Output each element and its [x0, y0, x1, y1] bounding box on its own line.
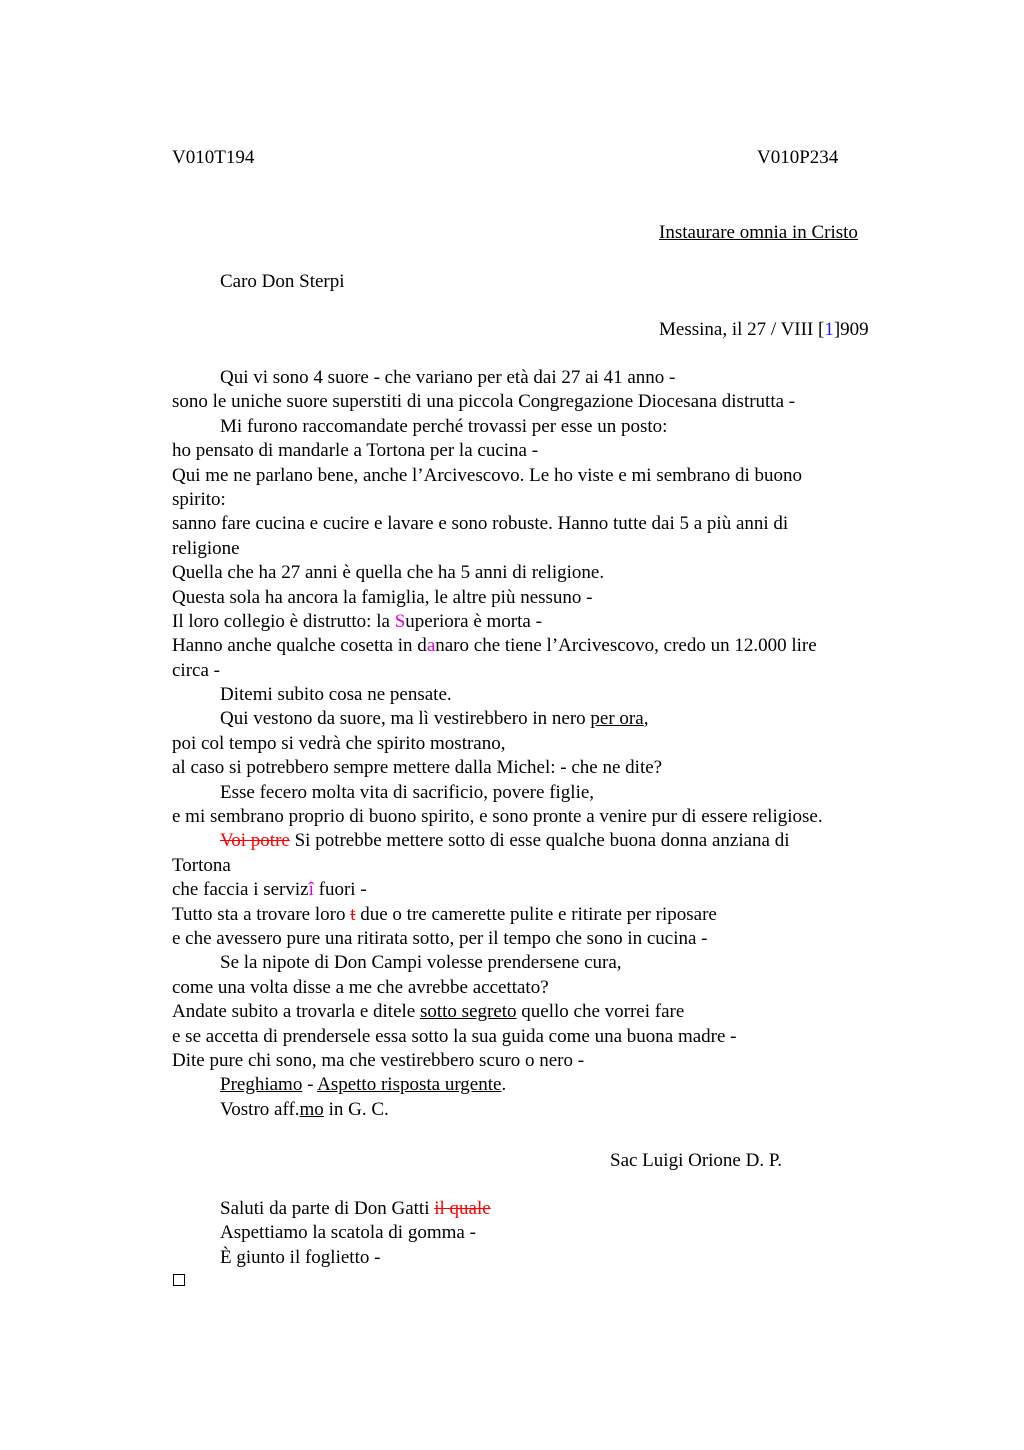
text-segment: in G. C.	[323, 1098, 389, 1120]
underlined-text: Aspetto risposta urgente	[317, 1074, 502, 1096]
body-line: circa -	[172, 659, 220, 681]
body-line: come una volta disse a me che avrebbe accettato?	[172, 976, 549, 998]
body-line	[172, 1098, 892, 1122]
text-segment: naro che tiene l’Arcivescovo, credo un 12.000 lire	[435, 635, 817, 657]
date-suffix: ]909	[833, 319, 869, 340]
body-line	[172, 1073, 892, 1097]
text-segment: -	[302, 1074, 318, 1096]
body-line: Esse fecero molta vita di sacrificio, povere figlie,	[220, 781, 595, 803]
text-segment: che faccia i serviz	[172, 879, 309, 901]
text-segment: .	[501, 1074, 507, 1096]
date-line	[659, 318, 869, 342]
deleted-text: il quale	[434, 1198, 491, 1219]
body-line: Mi furono raccomandate perché trovassi per esse un posto:	[220, 415, 668, 437]
body-line	[172, 903, 892, 927]
deleted-text: t	[350, 903, 356, 925]
text-segment: fuori -	[313, 879, 367, 901]
text-segment: Saluti da parte di Don Gatti	[220, 1198, 435, 1219]
document-code-left: V010T194	[172, 147, 255, 168]
editorial-correction: S	[394, 610, 406, 632]
text-segment: Andate subito a trovarla e ditele	[172, 1001, 420, 1023]
body-line: Dite pure chi sono, ma che vestirebbero scuro o nero -	[172, 1049, 585, 1071]
body-line	[172, 610, 892, 634]
postscript-line	[220, 1197, 491, 1221]
postscript	[220, 1197, 491, 1270]
body-line: sanno fare cucina e cucire e lavare e sono robuste. Hanno tutte dai 5 a più anni di	[172, 513, 789, 535]
body-line	[172, 707, 892, 731]
body-line: e che avessero pure una ritirata sotto, per il tempo che sono in cucina -	[172, 927, 708, 949]
letter-body	[172, 366, 892, 1122]
postscript-line: Aspettiamo la scatola di gomma -	[220, 1222, 476, 1244]
body-line: Questa sola ha ancora la famiglia, le altre più nessuno -	[172, 586, 593, 608]
text-segment: Qui vestono da suore, ma lì vestirebbero in nero	[220, 708, 591, 730]
body-line: e se accetta di prendersele essa sotto la sua guida come una buona madre -	[172, 1025, 737, 1047]
body-line	[172, 1000, 892, 1024]
signature: Sac Luigi Orione D. P.	[610, 1150, 783, 1171]
text-segment: Hanno anche qualche cosetta in d	[172, 635, 427, 657]
motto: Instaurare omnia in Cristo	[659, 222, 858, 243]
body-line: Se la nipote di Don Campi volesse prendersene cura,	[220, 952, 622, 974]
underlined-text: Preghiamo	[220, 1074, 303, 1096]
body-line	[172, 878, 892, 902]
date-prefix: Messina, il 27 / VIII [	[659, 319, 825, 340]
body-line: Tortona	[172, 854, 231, 876]
text-segment: Si potrebbe mettere sotto di esse qualche buona donna anziana di	[289, 830, 790, 852]
body-line: ho pensato di mandarle a Tortona per la cucina -	[172, 440, 539, 462]
body-line: Qui me ne parlano bene, anche l’Arcivescovo. Le ho viste e mi sembrano di buono	[172, 464, 802, 486]
text-segment: Il loro collegio è distrutto: la	[172, 610, 395, 632]
body-line: Ditemi subito cosa ne pensate.	[220, 684, 452, 706]
text-segment: ,	[643, 708, 649, 730]
salutation: Caro Don Sterpi	[220, 271, 345, 292]
underlined-text: sotto segreto	[419, 1001, 517, 1023]
body-line: spirito:	[172, 488, 226, 510]
body-line: Qui vi sono 4 suore - che variano per età dai 27 ai 41 anno -	[220, 367, 676, 388]
body-line: sono le uniche suore superstiti di una piccola Congregazione Diocesana distrutta -	[172, 391, 796, 413]
body-line	[172, 829, 892, 853]
editorial-correction: î	[308, 879, 314, 901]
text-segment: due o tre camerette pulite e ritirate per riposare	[355, 903, 717, 925]
underlined-text: per ora	[590, 708, 644, 730]
underlined-text: mo	[299, 1098, 324, 1120]
body-line	[172, 634, 892, 658]
deleted-text: Voi potre	[220, 830, 290, 852]
text-segment: quello che vorrei fare	[516, 1001, 685, 1023]
body-line: poi col tempo si vedrà che spirito mostrano,	[172, 732, 506, 754]
body-line: e mi sembrano proprio di buono spirito, e sono pronte a venire pur di essere religiose.	[172, 806, 823, 828]
body-line: al caso si potrebbero sempre mettere dalla Michel: - che ne dite?	[172, 757, 663, 779]
postscript-line: È giunto il foglietto -	[220, 1246, 381, 1268]
body-line: religione	[172, 537, 240, 559]
text-segment: Vostro aff.	[220, 1098, 300, 1120]
end-of-document-square-icon	[173, 1274, 185, 1286]
text-segment: Tutto sta a trovare loro	[172, 903, 351, 925]
editorial-correction: a	[426, 635, 436, 657]
document-code-right: V010P234	[757, 147, 839, 168]
text-segment: uperiora è morta -	[405, 610, 542, 632]
body-line: Quella che ha 27 anni è quella che ha 5 anni di religione.	[172, 562, 605, 584]
date-editorial-digit: 1	[824, 319, 834, 340]
